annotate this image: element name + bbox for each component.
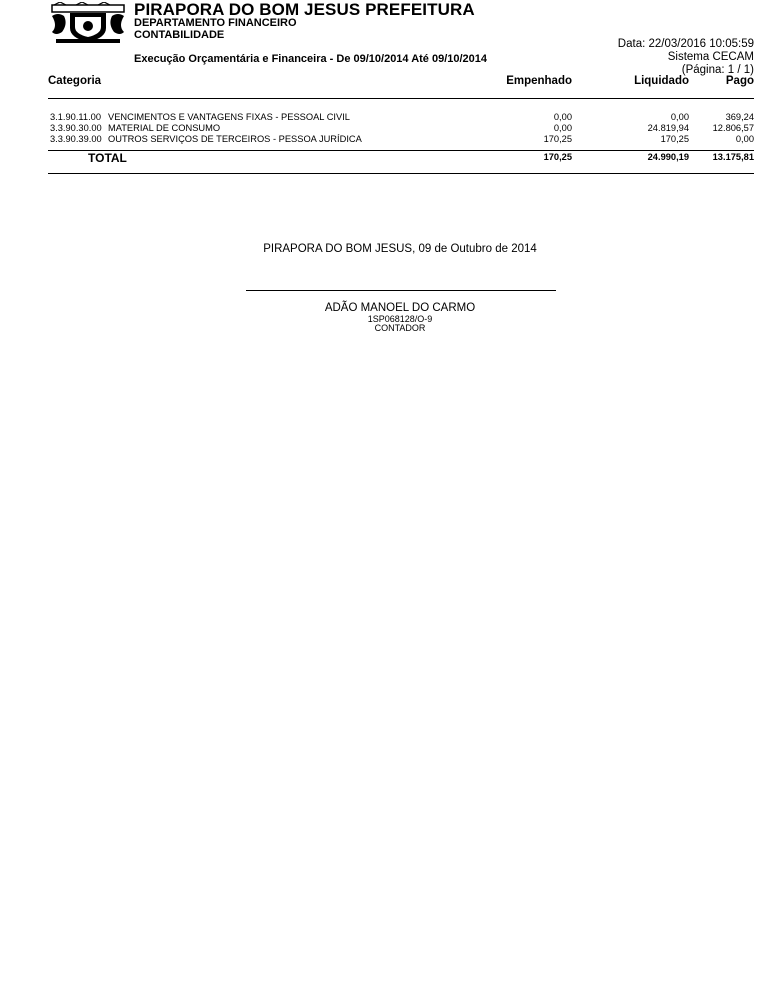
row-description: MATERIAL DE CONSUMO xyxy=(108,123,221,133)
header-divider xyxy=(48,98,754,99)
row-description: VENCIMENTOS E VANTAGENS FIXAS - PESSOAL CIVIL xyxy=(108,112,350,122)
signer-registration: 1SP068128/O-9 xyxy=(367,314,433,324)
data-table-body xyxy=(48,112,754,145)
report-title: PIRAPORA DO BOM JESUS PREFEITURA xyxy=(134,0,475,19)
row-committed: 0,00 xyxy=(553,123,572,133)
page-number: (Página: 1 / 1) xyxy=(681,64,754,76)
signer-role: CONTADOR xyxy=(374,323,426,333)
report-period: Execução Orçamentária e Financeira - De 09/10/2014 Até 09/10/2014 xyxy=(134,53,488,65)
column-header-settled: Liquidado xyxy=(634,75,689,87)
column-header-category: Categoria xyxy=(48,75,102,87)
table-row xyxy=(48,123,754,134)
row-settled: 24.819,94 xyxy=(647,123,689,133)
total-paid: 13.175,81 xyxy=(712,152,754,162)
column-header-paid: Pago xyxy=(725,75,754,87)
column-header-committed: Empenhado xyxy=(506,75,572,87)
row-code: 3.3.90.39.00 xyxy=(50,134,102,144)
place-and-date: PIRAPORA DO BOM JESUS, 09 de Outubro de 2014 xyxy=(263,243,537,255)
total-committed: 170,25 xyxy=(543,152,572,162)
row-settled: 170,25 xyxy=(660,134,689,144)
total-label: TOTAL xyxy=(88,151,127,165)
total-settled: 24.990,19 xyxy=(647,152,689,162)
row-committed: 0,00 xyxy=(553,112,572,122)
coat-of-arms-icon xyxy=(48,2,128,44)
row-committed: 170,25 xyxy=(543,134,572,144)
system-name: Sistema CECAM xyxy=(667,51,754,63)
print-date: Data: 22/03/2016 10:05:59 xyxy=(617,38,754,50)
row-paid: 0,00 xyxy=(735,134,754,144)
section-name: CONTABILIDADE xyxy=(134,29,225,41)
table-row xyxy=(48,112,754,123)
signer-name: ADÃO MANOEL DO CARMO xyxy=(324,302,476,314)
table-row xyxy=(48,134,754,145)
row-description: OUTROS SERVIÇOS DE TERCEIROS - PESSOA JURÍDICA xyxy=(108,134,362,144)
row-paid: 12.806,57 xyxy=(712,123,754,133)
signature-line xyxy=(246,290,556,291)
row-code: 3.3.90.30.00 xyxy=(50,123,102,133)
department-name: DEPARTAMENTO FINANCEIRO xyxy=(134,17,297,29)
total-bottom-divider xyxy=(48,173,754,174)
row-code: 3.1.90.11.00 xyxy=(50,112,102,122)
total-row xyxy=(48,150,754,166)
row-settled: 0,00 xyxy=(670,112,689,122)
row-paid: 369,24 xyxy=(725,112,754,122)
